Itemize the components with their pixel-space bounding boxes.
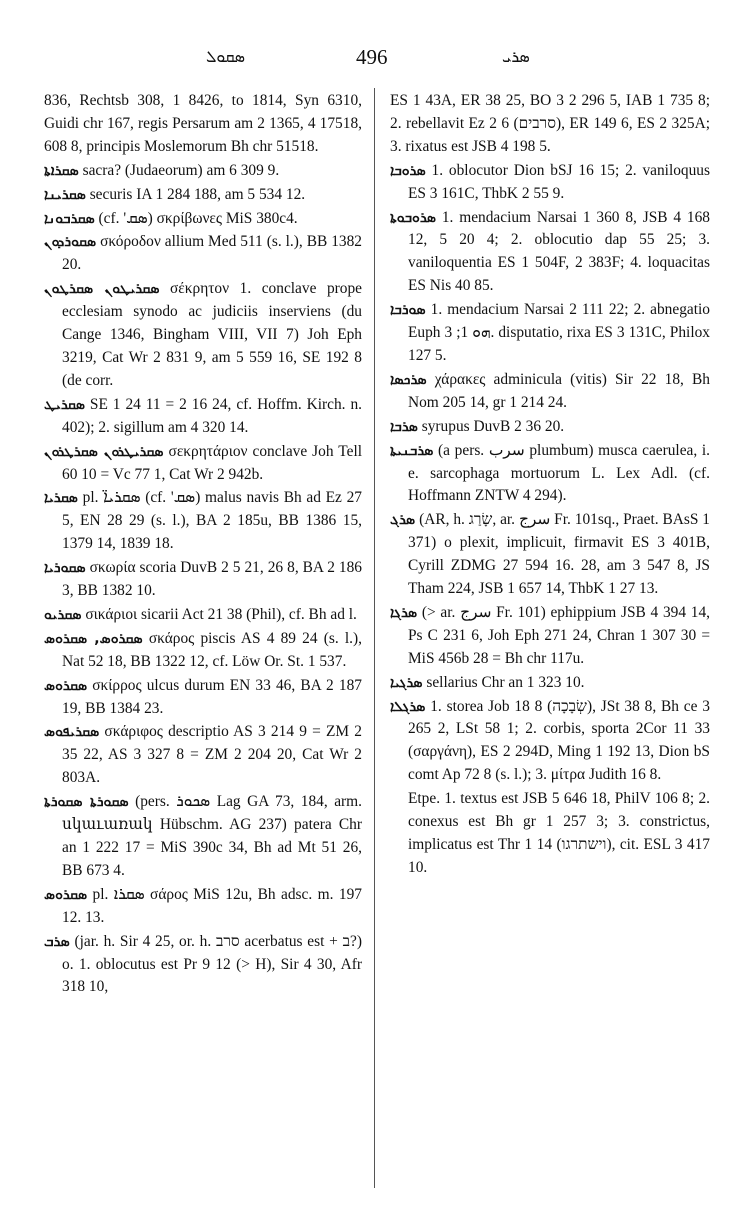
entry-text: σκάρος piscis AS 4 89 24 (s. l.), Nat 52 18, BB 1322 12, cf. Löw Or. St. 1 537.: [62, 629, 362, 670]
dictionary-entry: [44, 675, 362, 721]
entry-headword: ܣܩܘܪܬܐ ܣܩܘܪܬܐ: [44, 794, 129, 811]
page-number: 496: [356, 45, 388, 69]
entry-headword: ܣܪܓ: [390, 512, 416, 529]
entry-text: (AR, h. שָׂרַג, ar. سرج Fr. 101sq., Praet. BAsS 1 371) o plexit, implicuit, firmavit ES 3 401B, Cyrill ZDMG 27 594 16. 28, am 3 547 8, JS Tham 224, JSB 1 657 14, ThbK 1 27 13.: [408, 511, 711, 598]
entry-headword: ܣܩܪܝܦܘܣ: [44, 724, 100, 741]
entry-headword: ܣܩܪܐܬܐ: [44, 162, 79, 179]
dictionary-entry: [44, 90, 362, 159]
entry-text: 1. mendacium Narsai 1 360 8, JSB 4 168 12, 5 20 4; 2. oblocutio dap 55 25; 3. vaniloquentia ES 1 504F, 2 383F; 4. loquacitas ES Nis 40 85.: [408, 208, 710, 295]
dictionary-entry: [44, 628, 362, 674]
entry-headword: ܣܩܪܘܣ, ܣܩܪܘܣ: [44, 630, 143, 647]
dictionary-entry: [390, 369, 710, 415]
entry-headword: ܣܩܪܒܘܢܐ: [44, 210, 95, 227]
running-head-left: ܣܩܘܠ: [206, 47, 245, 66]
entry-headword: ܣܪܓܐ: [390, 604, 418, 621]
entry-text: σέκρητον 1. conclave prope ecclesiam synodo ac judiciis inserviens (du Cange 1346, Bingham VIII, VII 7) Joh Eph 3219, Cat Wr 2 831 9, am 5 559 16, SE 192 8 (de corr.: [62, 280, 362, 389]
entry-headword: ܣܪܟܣܐ: [390, 371, 427, 388]
entry-headword: ܣܪܒܐ: [390, 418, 418, 435]
entry-text: (jar. h. Sir 4 25, or. h. סרב acerbatus est + ב?) o. 1. oblocutus est Pr 9 12 (> H), Sir 4 30, Afr 318 10,: [62, 932, 362, 996]
entry-text: pl. ܣܩܪܐ σάρος MiS 12u, Bh adsc. m. 197 12. 13.: [62, 885, 362, 926]
dictionary-entry: [390, 788, 710, 880]
entry-headword: ܣܪܒܢܝܬܐ: [390, 442, 434, 459]
dictionary-entry: [390, 440, 710, 509]
entry-headword: ܣܘܪܒܐ: [390, 302, 426, 319]
entry-text: σκάριφος descriptio AS 3 214 9 = ZM 2 35 22, AS 3 327 8 = ZM 2 204 20, Cat Wr 2 803A.: [62, 723, 362, 787]
entry-text: ES 1 43A, ER 38 25, BO 3 2 296 5, IAB 1 735 8; 2. rebellavit Ez 2 6 (סרבים), ER 149 6, ES 2 325A; 3. rixatus est JSB 4 198 5.: [390, 92, 710, 155]
entry-headword: ܣܪܘܒܐ: [390, 162, 426, 179]
entry-text: (a pers. سرب plumbum) musca caerulea, i. e. sarcophaga mortuorum L. Lex Adl. (cf. Hoffmann ZNTW 4 294).: [408, 441, 711, 505]
entry-text: pl. ܣܩܪܝܐ̈ (cf. 'ܣܩ) malus navis Bh ad Ez 27 5, EN 28 29 (s. l.), BA 2 185u, BB 1386 15, 1379 14, 1839 18.: [62, 489, 362, 553]
entry-headword: ܣܩܪܘܣ: [44, 886, 88, 903]
dictionary-entry: [44, 721, 362, 790]
entry-text: σκόροδον allium Med 511 (s. l.), BB 1382 20.: [62, 233, 363, 274]
entry-headword: ܣܩܪܝܛܪܘܢ ܣܩܪܛܪܘܢ: [44, 443, 164, 460]
entry-text: 1. mendacium Narsai 2 111 22; 2. abnegatio Euph ܗܘ 1; 3. disputatio, rixa ES 3 131C, Philox 127 5.: [408, 301, 711, 364]
entry-text: (> ar. سرج Fr. 101) ephippium JSB 4 394 14, Ps C 231 6, Joh Eph 271 24, Chran 1 307 30 = MiS 456b 28 = Bh chr 117u.: [408, 603, 710, 667]
entry-text: (pers. ܣܟܘܪ Lag GA 73, 184, arm. սկաւառակ Hübschm. AG 237) patera Chr an 1 222 17 = MiS 390c 34, Bh ad Mt 51 26, BB 673 4.: [62, 793, 363, 879]
dictionary-entry: [390, 672, 710, 695]
entry-text: 1. storea Job 18 8 (שְׂבָכָה), JSt 38 8, Bh ce 3 265 2, LSt 58 1; 2. corbis, sporta 2Cor 11 33 (σαργάνη), ES 2 294D, Ming 1 192 13, Dion bS comt Ap 72 8 (s. l.); 3. μίτρα Judith 16 8.: [408, 697, 710, 784]
dictionary-entry: [44, 231, 362, 277]
entry-headword: ܣܩܪܝܛ: [44, 396, 85, 413]
entry-text: 836, Rechtsb 308, 1 8426, to 1814, Syn 6310, Guidi chr 167, regis Persarum am 2 1365, 4 17518, 608 8, principis Moslemorum Bh chr 51518.: [44, 92, 362, 155]
entry-headword: ܣܩܘܪܕܘܢ: [44, 234, 97, 251]
entry-text: sacra? (Judaeorum) am 6 309 9.: [82, 161, 280, 179]
entry-text: σκίρρος ulcus durum EN 33 46, BA 2 187 19, BB 1384 23.: [62, 676, 362, 717]
dictionary-entry: [390, 696, 710, 788]
dictionary-entry: [44, 394, 362, 440]
dictionary-entry: [390, 160, 710, 206]
dictionary-entry: [44, 441, 362, 487]
dictionary-entry: [44, 931, 362, 1000]
entry-text: σκωρία scoria DuvB 2 5 21, 26 8, BA 2 186 3, BB 1382 10.: [62, 559, 362, 600]
entry-text: σεκρητάριον conclave Joh Tell 60 10 = Vc 77 1, Cat Wr 2 942b.: [62, 442, 362, 483]
left-column: [44, 90, 362, 1000]
entry-headword: ܣܪܘܒܘܬܐ: [390, 209, 436, 226]
entry-text: χάρακες adminicula (vitis) Sir 22 18, Bh Nom 205 14, gr 1 214 24.: [408, 370, 710, 411]
entry-headword: ܣܪܓܠܐ: [390, 698, 426, 715]
entry-text: Etpe. 1. textus est JSB 5 646 18, PhilV 106 8; 2. conexus est Bh gr 1 257 3; 3. constrictus, implicatus est Thr 1 14 (וישתרגו), cit. ESL 3 417 10.: [408, 790, 710, 876]
dictionary-entry: [390, 90, 710, 159]
dictionary-entry: [44, 160, 362, 183]
entry-headword: ܣܩܪܝܐ: [44, 490, 78, 507]
dictionary-entry: [390, 299, 710, 368]
dictionary-entry: [390, 602, 710, 671]
dictionary-entry: [44, 557, 362, 603]
dictionary-entry: [44, 184, 362, 207]
dictionary-entry: [390, 509, 710, 601]
dictionary-entry: [44, 791, 362, 883]
dictionary-entry: [44, 604, 362, 627]
entry-text: sellarius Chr an 1 323 10.: [426, 673, 585, 691]
dictionary-entry: [44, 278, 362, 393]
right-column: [390, 90, 710, 881]
entry-headword: ܣܩܘܪܝܐ: [44, 560, 86, 577]
entry-headword: ܣܩܪܝܘ: [44, 606, 82, 623]
page-header: [0, 44, 750, 70]
entry-headword: ܣܩܪܝܢܐ: [44, 186, 86, 203]
running-head-right: ܣܪܝ: [502, 47, 530, 66]
entry-text: securis IA 1 284 188, am 5 534 12.: [89, 185, 306, 203]
entry-headword: ܣܩܪܝܛܘܢ ܣܩܪܛܘܢ: [44, 281, 160, 298]
entry-text: 1. oblocutor Dion bSJ 16 15; 2. vaniloquus ES 3 161C, ThbK 2 55 9.: [408, 161, 710, 202]
entry-text: syrupus DuvB 2 36 20.: [421, 417, 565, 435]
entry-headword: ܣܩܪܘܣ: [44, 677, 88, 694]
entry-headword: ܣܪܓܝܐ: [390, 674, 423, 691]
entry-headword: ܣܪܒ: [44, 933, 70, 950]
dictionary-entry: [44, 208, 362, 231]
column-divider: [374, 88, 375, 1188]
entry-text: (cf. 'ܣܩ) σκρίβωνες MiS 380c4.: [98, 209, 298, 227]
entry-text: SE 1 24 11 = 2 16 24, cf. Hoffm. Kirch. n. 402); 2. sigillum am 4 320 14.: [62, 395, 362, 436]
dictionary-entry: [390, 416, 710, 439]
dictionary-entry: [44, 884, 362, 930]
entry-text: σικάριοι sicarii Act 21 38 (Phil), cf. Bh ad l.: [85, 605, 357, 623]
dictionary-entry: [390, 207, 710, 299]
dictionary-entry: [44, 487, 362, 556]
